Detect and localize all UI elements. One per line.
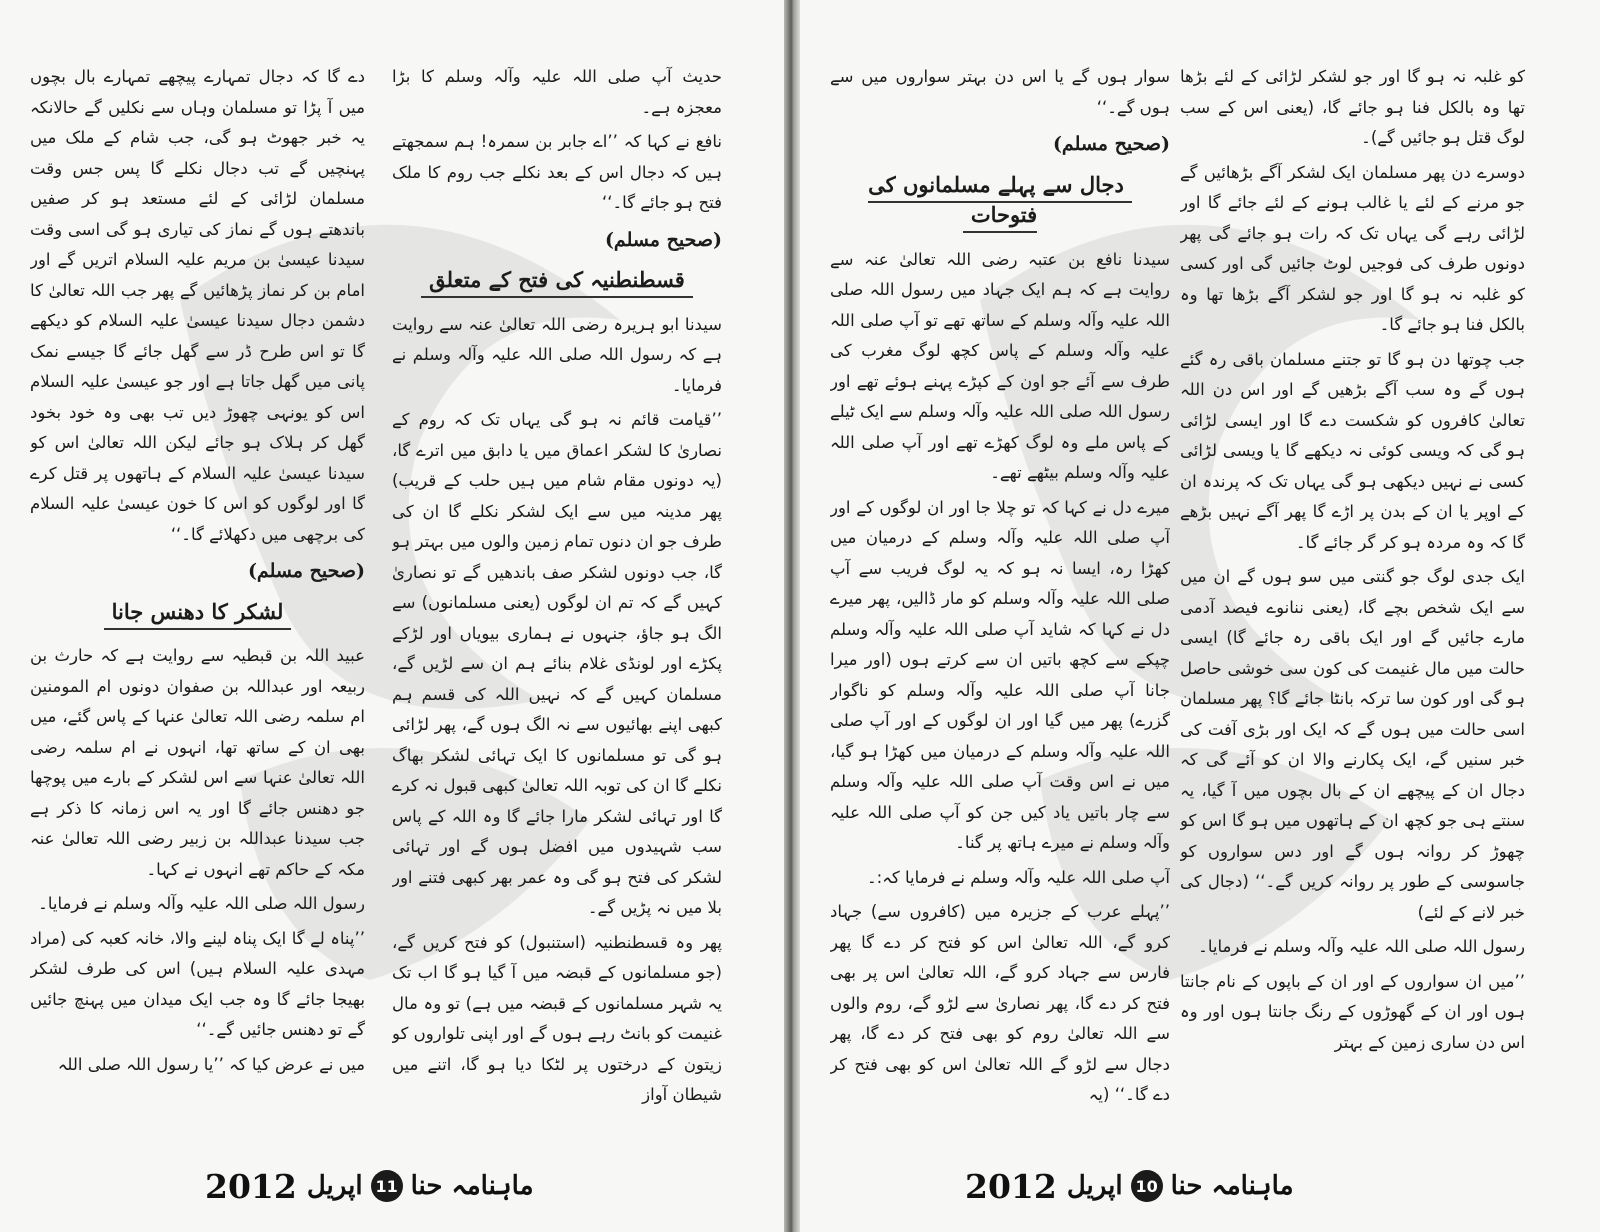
paragraph: ’’میں ان سواروں کے اور ان کے باپوں کے نام جانتا ہوں اور ان کے گھوڑوں کے رنگ جانتا ہوں اور وہ اس دن ساری زمین کے بہتر — [1180, 971, 1525, 1052]
page-gutter — [784, 0, 800, 1232]
paragraph: میرے دل نے کہا کہ تو چلا جا اور ان لوگوں کے اور آپ صلی اللہ علیہ وآلہ وسلم کے درمیان میں کھڑا رہ، ایسا نہ ہو کہ یہ لوگ فریب سے آپ صلی اللہ علیہ وآلہ وسلم کو مار ڈالیں، پھر میرے دل نے کہا کہ شاید آپ صلی اللہ علیہ وآلہ وسلم چپکے سے کچھ باتیں ان سے کرتے ہوں (اور میرا جانا آپ صلی اللہ علیہ وآلہ وسلم کو ناگوار گزرے) پھر میں گیا اور ان لوگوں کے اور آپ صلی اللہ علیہ وآلہ وسلم کے درمیان میں کھڑا ہو گیا، میں نے اس وقت آپ صلی اللہ علیہ وآلہ وسلم سے چار باتیں یاد کیں جن کو آپ صلی اللہ علیہ وآلہ وسلم نے میرے ہاتھ پر گنا۔ — [830, 497, 1170, 852]
section-heading-text: قسطنطنیہ کی فتح کے متعلق — [421, 267, 693, 298]
page-10-footer — [965, 1164, 1294, 1208]
paragraph: آپ صلی اللہ علیہ وآلہ وسلم نے فرمایا کہ:۔ — [867, 867, 1170, 887]
paragraph: میں نے عرض کیا کہ ’’یا رسول اللہ صلی اللہ — [57, 1054, 365, 1074]
page-11-column-left — [30, 62, 365, 1152]
paragraph: ’’پہلے عرب کے جزیرہ میں (کافروں سے) جہاد کرو گے، اللہ تعالیٰ اس کو فتح کر دے گا پھر فارس سے جہاد کرو گے، اللہ تعالیٰ اس پر بھی فتح کر دے گا، پھر نصاریٰ سے لڑو گے، روم والوں سے اللہ تعالیٰ روم کو بھی فتح کر دے گا، پھر دجال سے لڑو گے اللہ تعالیٰ اس کو بھی فتح کر دے گا۔‘‘ (یہ — [830, 902, 1170, 1104]
magazine-name: ماہنامہ حنا — [410, 1171, 534, 1201]
paragraph: ’’پناہ لے گا ایک پناہ لینے والا، خانہ کعبہ کی (مراد مہدی علیہ السلام ہیں) اس کی طرف لشکر بھیجا جائے گا وہ جب ایک میدان میں پہنچ جائیں گے تو دھنس جائیں گے۔‘‘ — [30, 928, 365, 1039]
page-10-column-left — [830, 62, 1170, 1152]
paragraph: نافع نے کہا کہ ’’اے جابر بن سمرہ! ہم سمجھتے ہیں کہ دجال اس کے بعد نکلے جب روم کا ملک فتح ہو جائے گا۔‘‘ — [392, 132, 722, 212]
page-10-column-right — [1180, 62, 1525, 1152]
page-11 — [0, 0, 784, 1232]
footer-month: اپریل — [306, 1171, 363, 1201]
section-heading — [830, 170, 1170, 231]
paragraph: رسول اللہ صلی اللہ علیہ وآلہ وسلم نے فرمایا۔ — [1198, 937, 1525, 956]
footer-month: اپریل — [1066, 1171, 1123, 1201]
paragraph: دے گا کہ دجال تمہارے پیچھے تمہارے بال بچوں میں آ پڑا تو مسلمان وہاں سے نکلیں گے حالانکہ یہ خبر جھوٹ ہو گی، جب شام کے ملک میں پہنچیں گے تب دجال نکلے گا پس جس وقت مسلمان لڑائی کے لئے مستعد ہو کر صفیں باندھتے ہوں گے نماز کی تیاری ہو گی اسی وقت سیدنا عیسیٰ بن مریم علیہ السلام اتریں گے اور امام بن کر نماز پڑھائیں گے پھر جب اللہ تعالیٰ کا دشمن دجال سیدنا عیسیٰ علیہ السلام کو دیکھے گا تو اس طرح ڈر سے گھل جائے گا جیسے نمک پانی میں گھل جاتا ہے اور جو عیسیٰ علیہ السلام اس کو یونہی چھوڑ دیں تب بھی وہ خود بخود گھل کر ہلاک ہو جائے لیکن اللہ تعالیٰ اس کو سیدنا عیسیٰ علیہ السلام کے ہاتھوں پر قتل کرے گا اور لوگوں کو اس کا خون عیسیٰ علیہ السلام کی برچھی میں دکھلائے گا۔‘‘ — [30, 67, 365, 544]
paragraph: دوسرے دن پھر مسلمان ایک لشکر آگے بڑھائیں گے جو مرنے کے لئے یا غالب ہونے کے لئے جائے گا اور لڑائی رہے گی یہاں تک کہ رات ہو جائے گی پھر دونوں طرف کی فوجیں لوٹ جائیں گی اور کسی کو غلبہ نہ ہو گا اور جو لشکر آگے بڑھا تھا وہ بالکل فنا ہو جائے گا۔ — [1180, 162, 1525, 334]
paragraph: ایک جدی لوگ جو گنتی میں سو ہوں گے ان میں سے ایک شخص بچے گا، (یعنی ننانوے فیصد آدمی مارے جائیں گے اور ایک باقی رہ جائے گا) ایسی حالت میں مال غنیمت کی کون سی خوشی حاصل ہو گی اور کون سا ترکہ بانٹا جائے گا؟ پھر مسلمان اسی حالت میں ہوں گے کہ ایک اور بڑی آفت کی خبر سنیں گے، ایک پکارنے والا ان کو آئے گی کہ دجال ان کے پیچھے ان کے بال بچوں میں آ گیا، یہ سنتے ہی جو کچھ ان کے ہاتھوں میں ہو گا اس کو چھوڑ کر روانہ ہوں گے اور دس سواروں کو جاسوسی کے طور پر روانہ کریں گے۔‘‘ (دجال کی خبر لانے کے لئے) — [1180, 567, 1525, 922]
paragraph: جب چوتھا دن ہو گا تو جتنے مسلمان باقی رہ گئے ہوں گے وہ سب آگے بڑھیں گے اور اس دن اللہ تعالیٰ کافروں کو شکست دے گا اور ایسی لڑائی ہو گی کہ ویسی کوئی نہ دیکھے گا یا ویسی لڑائی کسی نے نہیں دیکھی ہو گی یہاں تک کہ پرندہ ان کے اوپر یا ان کے بدن پر اڑے گا پھر آگے نہیں بڑھے گا کہ وہ مردہ ہو کر گر جائے گا۔ — [1180, 349, 1525, 552]
page-11-footer — [205, 1164, 534, 1208]
paragraph: حدیث آپ صلی اللہ علیہ وآلہ وسلم کا بڑا معجزہ ہے۔ — [392, 67, 722, 117]
footer-year: 2012 — [205, 1166, 297, 1206]
source-reference: (صحیح مسلم) — [604, 228, 722, 251]
section-heading-text: لشکر کا دھنس جانا — [104, 599, 292, 630]
paragraph: سیدنا نافع بن عتبہ رضی اللہ تعالیٰ عنہ سے روایت ہے کہ ہم ایک جہاد میں رسول اللہ صلی اللہ علیہ وآلہ وسلم کے ساتھ تھے تو آپ صلی اللہ علیہ وآلہ وسلم کے پاس کچھ لوگ مغرب کی طرف سے آئے جو اون کے کپڑے پہنے ہوئے تھے اور رسول اللہ صلی اللہ علیہ وآلہ وسلم سے ایک ٹیلے کے پاس ملے وہ لوگ کھڑے تھے اور آپ صلی اللہ علیہ وآلہ وسلم بیٹھے تھے۔ — [830, 249, 1170, 482]
footer-year: 2012 — [965, 1166, 1057, 1206]
paragraph: رسول اللہ صلی اللہ علیہ وآلہ وسلم نے فرمایا۔ — [38, 894, 365, 913]
source-reference: (صحیح مسلم) — [247, 560, 365, 582]
paragraph: سیدنا ابو ہریرہ رضی اللہ تعالیٰ عنہ سے روایت ہے کہ رسول اللہ صلی اللہ علیہ وآلہ وسلم نے فرمایا۔ — [392, 314, 722, 395]
paragraph: پھر وہ قسطنطنیہ (استنبول) کو فتح کریں گے، (جو مسلمانوں کے قبضہ میں آ گیا ہو گا اب تک یہ شہر مسلمانوں کے قبضہ میں ہے) تو وہ مال غنیمت کو بانٹ رہے ہوں گے اور اپنی تلواروں کو زیتون کے درختوں پر لٹکا دیا ہو گا، اتنے میں شیطان آواز — [392, 932, 722, 1104]
page-number-badge: 11 — [371, 1170, 403, 1202]
paragraph: سوار ہوں گے یا اس دن بہتر سواروں میں سے ہوں گے۔‘‘ — [830, 67, 1170, 117]
magazine-name: ماہنامہ حنا — [1170, 1171, 1294, 1201]
source-reference: (صحیح مسلم) — [1052, 133, 1170, 155]
page-11-column-right — [392, 62, 722, 1152]
section-heading-text: دجال سے پہلے مسلمانوں کی فتوحات — [868, 172, 1132, 234]
page-10 — [800, 0, 1600, 1232]
paragraph: کو غلبہ نہ ہو گا اور جو لشکر لڑائی کے لئے بڑھا تھا وہ بالکل فنا ہو جائے گا، (یعنی اس کے سب لوگ قتل ہو جائیں گے)۔ — [1180, 67, 1525, 147]
paragraph: عبید اللہ بن قبطیہ سے روایت ہے کہ حارث بن ربیعہ اور عبداللہ بن صفوان دونوں ام المومنین ام سلمہ رضی اللہ تعالیٰ عنہا کے پاس گئے، میں بھی ان کے ساتھ تھا، انہوں نے ام سلمہ رضی اللہ تعالیٰ عنہا سے اس لشکر کے بارے میں پوچھا جو دھنس جائے گا اور یہ اس زمانہ کا ذکر ہے جب سیدنا عبداللہ بن زبیر رضی اللہ تعالیٰ عنہ مکہ کے حاکم تھے انہوں نے کہا۔ — [30, 646, 365, 879]
page-number-badge: 10 — [1131, 1170, 1163, 1202]
section-heading — [392, 265, 722, 296]
paragraph: ’’قیامت قائم نہ ہو گی یہاں تک کہ روم کے نصاریٰ کا لشکر اعماق میں یا دابق میں اترے گا، (یہ دونوں مقام شام میں ہیں حلب کے قریب) پھر مدینہ میں سے ایک لشکر نکلے گا ان کی طرف جو ان دنوں تمام زمین والوں میں بہتر ہو گا، جب دونوں لشکر صف باندھیں گے تو نصاریٰ کہیں گے کہ تم ان لوگوں (یعنی مسلمانوں) سے الگ ہو جاؤ، جنہوں نے ہماری بیویاں اور لڑکے پکڑے اور لونڈی غلام بنائے ہم ان سے لڑیں گے، مسلمان کہیں گے کہ نہیں اللہ کی قسم ہم کبھی اپنے بھائیوں سے نہ الگ ہوں گے، پھر لڑائی ہو گی تو مسلمانوں کا ایک تہائی لشکر بھاگ نکلے گا ان کی توبہ اللہ تعالیٰ کبھی قبول نہ کرے گا اور تہائی لشکر مارا جائے گا وہ اللہ کے پاس سب شہیدوں میں افضل ہوں گے اور تہائی لشکر کی فتح ہو گی وہ عمر بھر کبھی فتنے اور بلا میں نہ پڑیں گے۔ — [392, 410, 722, 917]
section-heading — [30, 597, 365, 628]
